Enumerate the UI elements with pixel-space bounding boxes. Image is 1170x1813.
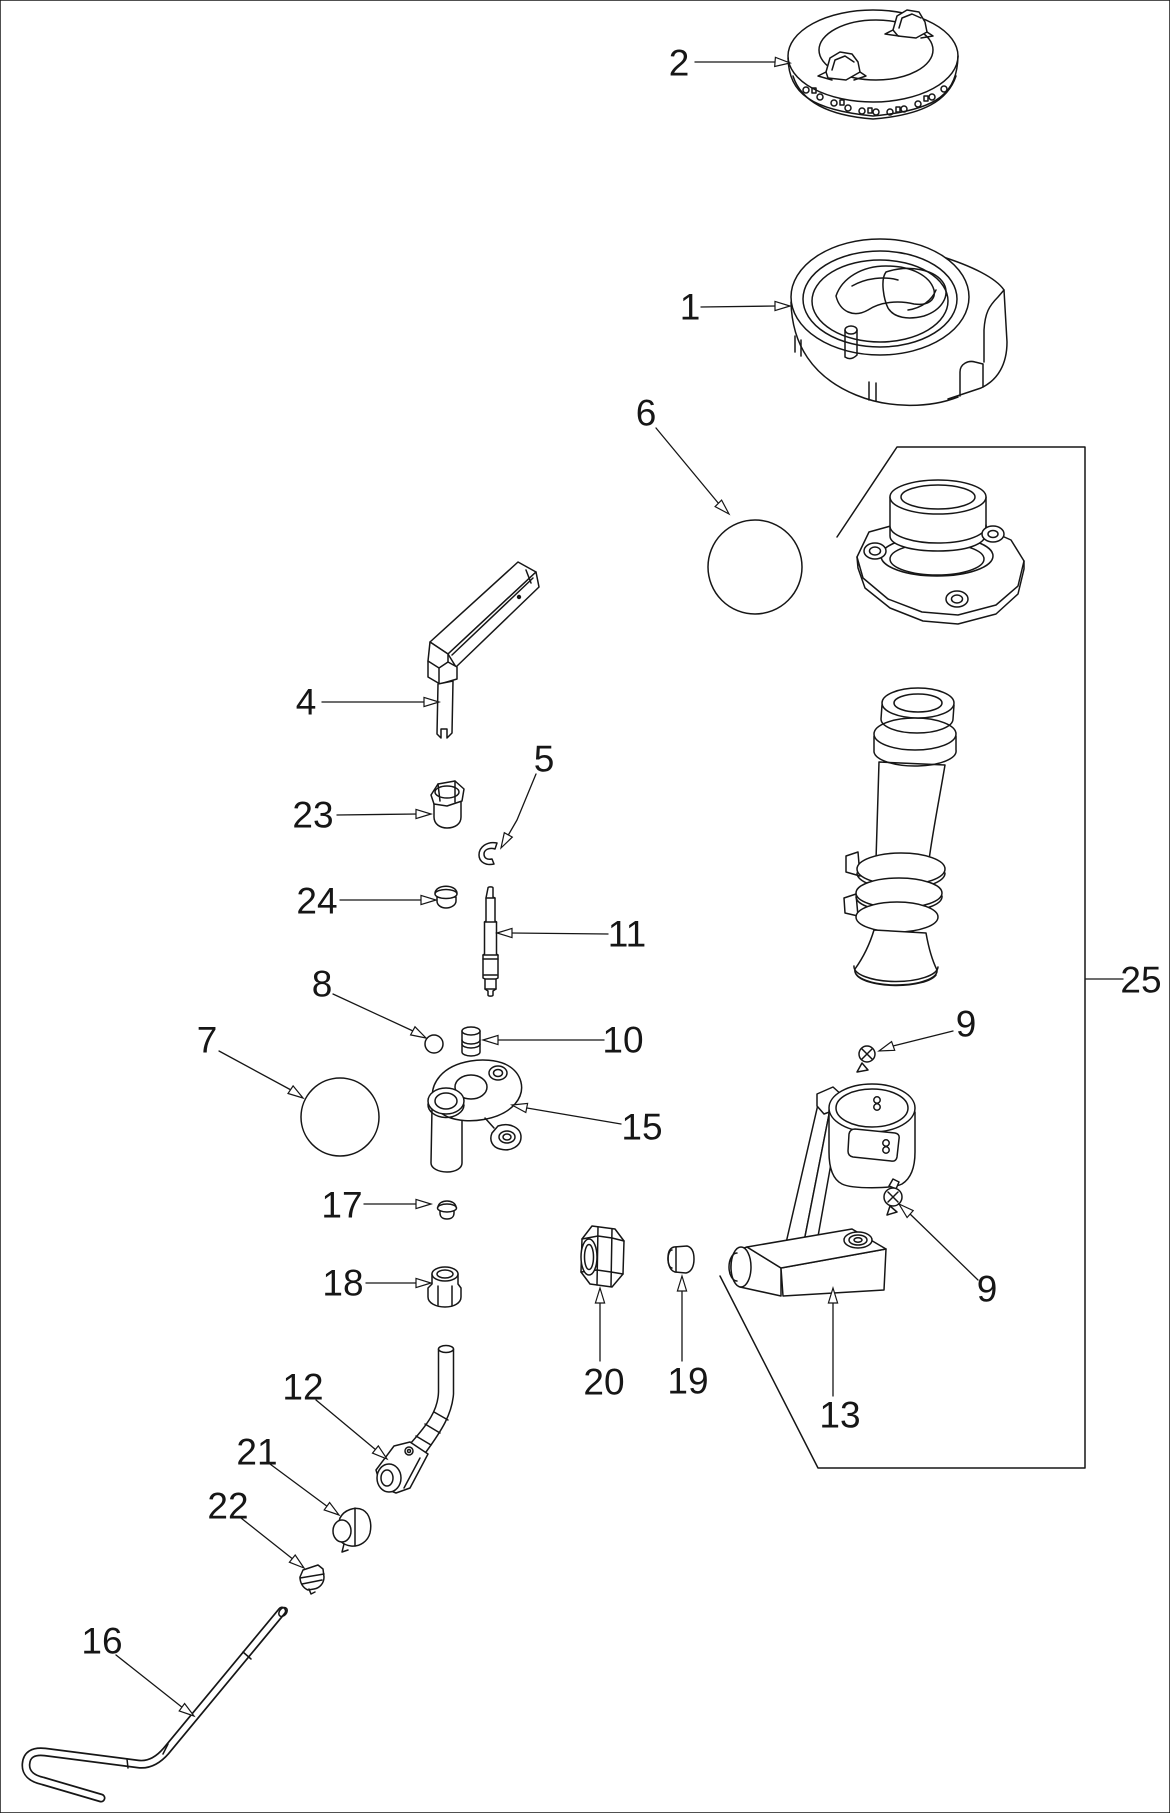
leader-line-9-top — [893, 1031, 953, 1046]
part-label-1: 1 — [679, 286, 701, 328]
part-label-18: 18 — [322, 1262, 364, 1304]
part-1-burner-base-drawing — [791, 239, 1007, 405]
part-23-fitting-drawing — [431, 781, 464, 828]
leader-line-11 — [511, 933, 608, 934]
part-4-handle-drawing — [428, 562, 539, 738]
part-label-2: 2 — [668, 42, 690, 84]
leader-arrowhead-9-top — [879, 1042, 895, 1051]
part-10-spacer-drawing — [462, 1027, 480, 1056]
leader-line-5 — [506, 774, 536, 839]
leader-arrowhead-21 — [324, 1503, 339, 1516]
part-22-plug-drawing — [300, 1565, 324, 1594]
part-8-ball-drawing — [425, 1035, 443, 1053]
part-17-plug-drawing — [438, 1201, 457, 1219]
part-label-6: 6 — [635, 392, 657, 434]
leader-arrowhead-20 — [595, 1288, 604, 1303]
part-label-8: 8 — [311, 963, 333, 1005]
part-16-rod-drawing — [26, 1606, 289, 1798]
leader-line-9-bottom — [909, 1213, 978, 1280]
part-label-17: 17 — [321, 1184, 363, 1226]
part-label-9-top: 9 — [955, 1003, 977, 1045]
callouts — [81, 43, 1161, 1717]
leader-arrowhead-12 — [373, 1446, 388, 1459]
leader-line-12 — [316, 1400, 376, 1450]
leader-line-8 — [333, 994, 413, 1031]
part-20-nut-drawing — [581, 1226, 624, 1287]
leader-line-7 — [219, 1051, 291, 1090]
part-5-clip-drawing — [479, 843, 497, 865]
part-label-16: 16 — [81, 1620, 123, 1662]
leader-line-15 — [527, 1108, 621, 1124]
leader-line-16 — [116, 1655, 183, 1708]
part-6-ball-drawing — [708, 520, 802, 614]
part-label-12: 12 — [282, 1366, 324, 1408]
leader-line-1 — [701, 306, 776, 307]
leader-arrowhead-10 — [483, 1035, 498, 1044]
part-label-25: 25 — [1120, 959, 1162, 1001]
leader-arrowhead-17 — [416, 1199, 431, 1208]
leader-arrowhead-16 — [179, 1704, 194, 1717]
leader-arrowhead-8 — [411, 1027, 426, 1038]
part-18-fitting-drawing — [428, 1267, 461, 1307]
leader-arrowhead-1 — [775, 301, 790, 310]
part-label-20: 20 — [583, 1361, 625, 1403]
leader-line-21 — [270, 1464, 328, 1507]
part-24-plug-drawing — [435, 886, 457, 908]
part-12-electrode-drawing — [376, 1346, 454, 1494]
part-2-burner-cap-drawing — [788, 10, 958, 119]
part-label-23: 23 — [292, 794, 334, 836]
leader-arrowhead-7 — [288, 1086, 303, 1098]
part-19-sleeve-drawing — [668, 1246, 694, 1273]
part-label-7: 7 — [196, 1019, 218, 1061]
leader-line-22 — [241, 1518, 294, 1560]
leader-arrowhead-23 — [416, 809, 431, 818]
part-25-venturi-tube-drawing — [844, 688, 956, 985]
leader-line-6 — [656, 428, 719, 504]
leader-arrowhead-19 — [677, 1276, 686, 1291]
leader-arrowhead-15 — [512, 1103, 528, 1112]
part-15-bracket-drawing — [428, 1060, 522, 1172]
leader-arrowhead-5 — [501, 833, 512, 848]
part-label-15: 15 — [621, 1106, 663, 1148]
part-label-11: 11 — [607, 913, 647, 955]
part-11-needle-drawing — [483, 887, 498, 996]
part-label-24: 24 — [296, 880, 338, 922]
part-label-5: 5 — [533, 738, 555, 780]
leader-arrowhead-24 — [421, 895, 436, 904]
part-label-4: 4 — [295, 681, 317, 723]
part-label-13: 13 — [819, 1394, 861, 1436]
part-label-22: 22 — [207, 1485, 249, 1527]
leader-arrowhead-22 — [289, 1555, 304, 1568]
leader-line-23 — [337, 814, 418, 815]
part-25-flange-drawing — [857, 480, 1024, 624]
leader-arrowhead-11 — [497, 928, 512, 937]
leader-arrowhead-4 — [424, 697, 439, 706]
part-9-screw-top-drawing — [857, 1046, 875, 1072]
part-label-21: 21 — [236, 1431, 278, 1473]
part-label-10: 10 — [602, 1019, 644, 1061]
part-label-9-bottom: 9 — [976, 1268, 998, 1310]
part-7-ball-drawing — [301, 1078, 379, 1156]
part-label-19: 19 — [667, 1360, 709, 1402]
